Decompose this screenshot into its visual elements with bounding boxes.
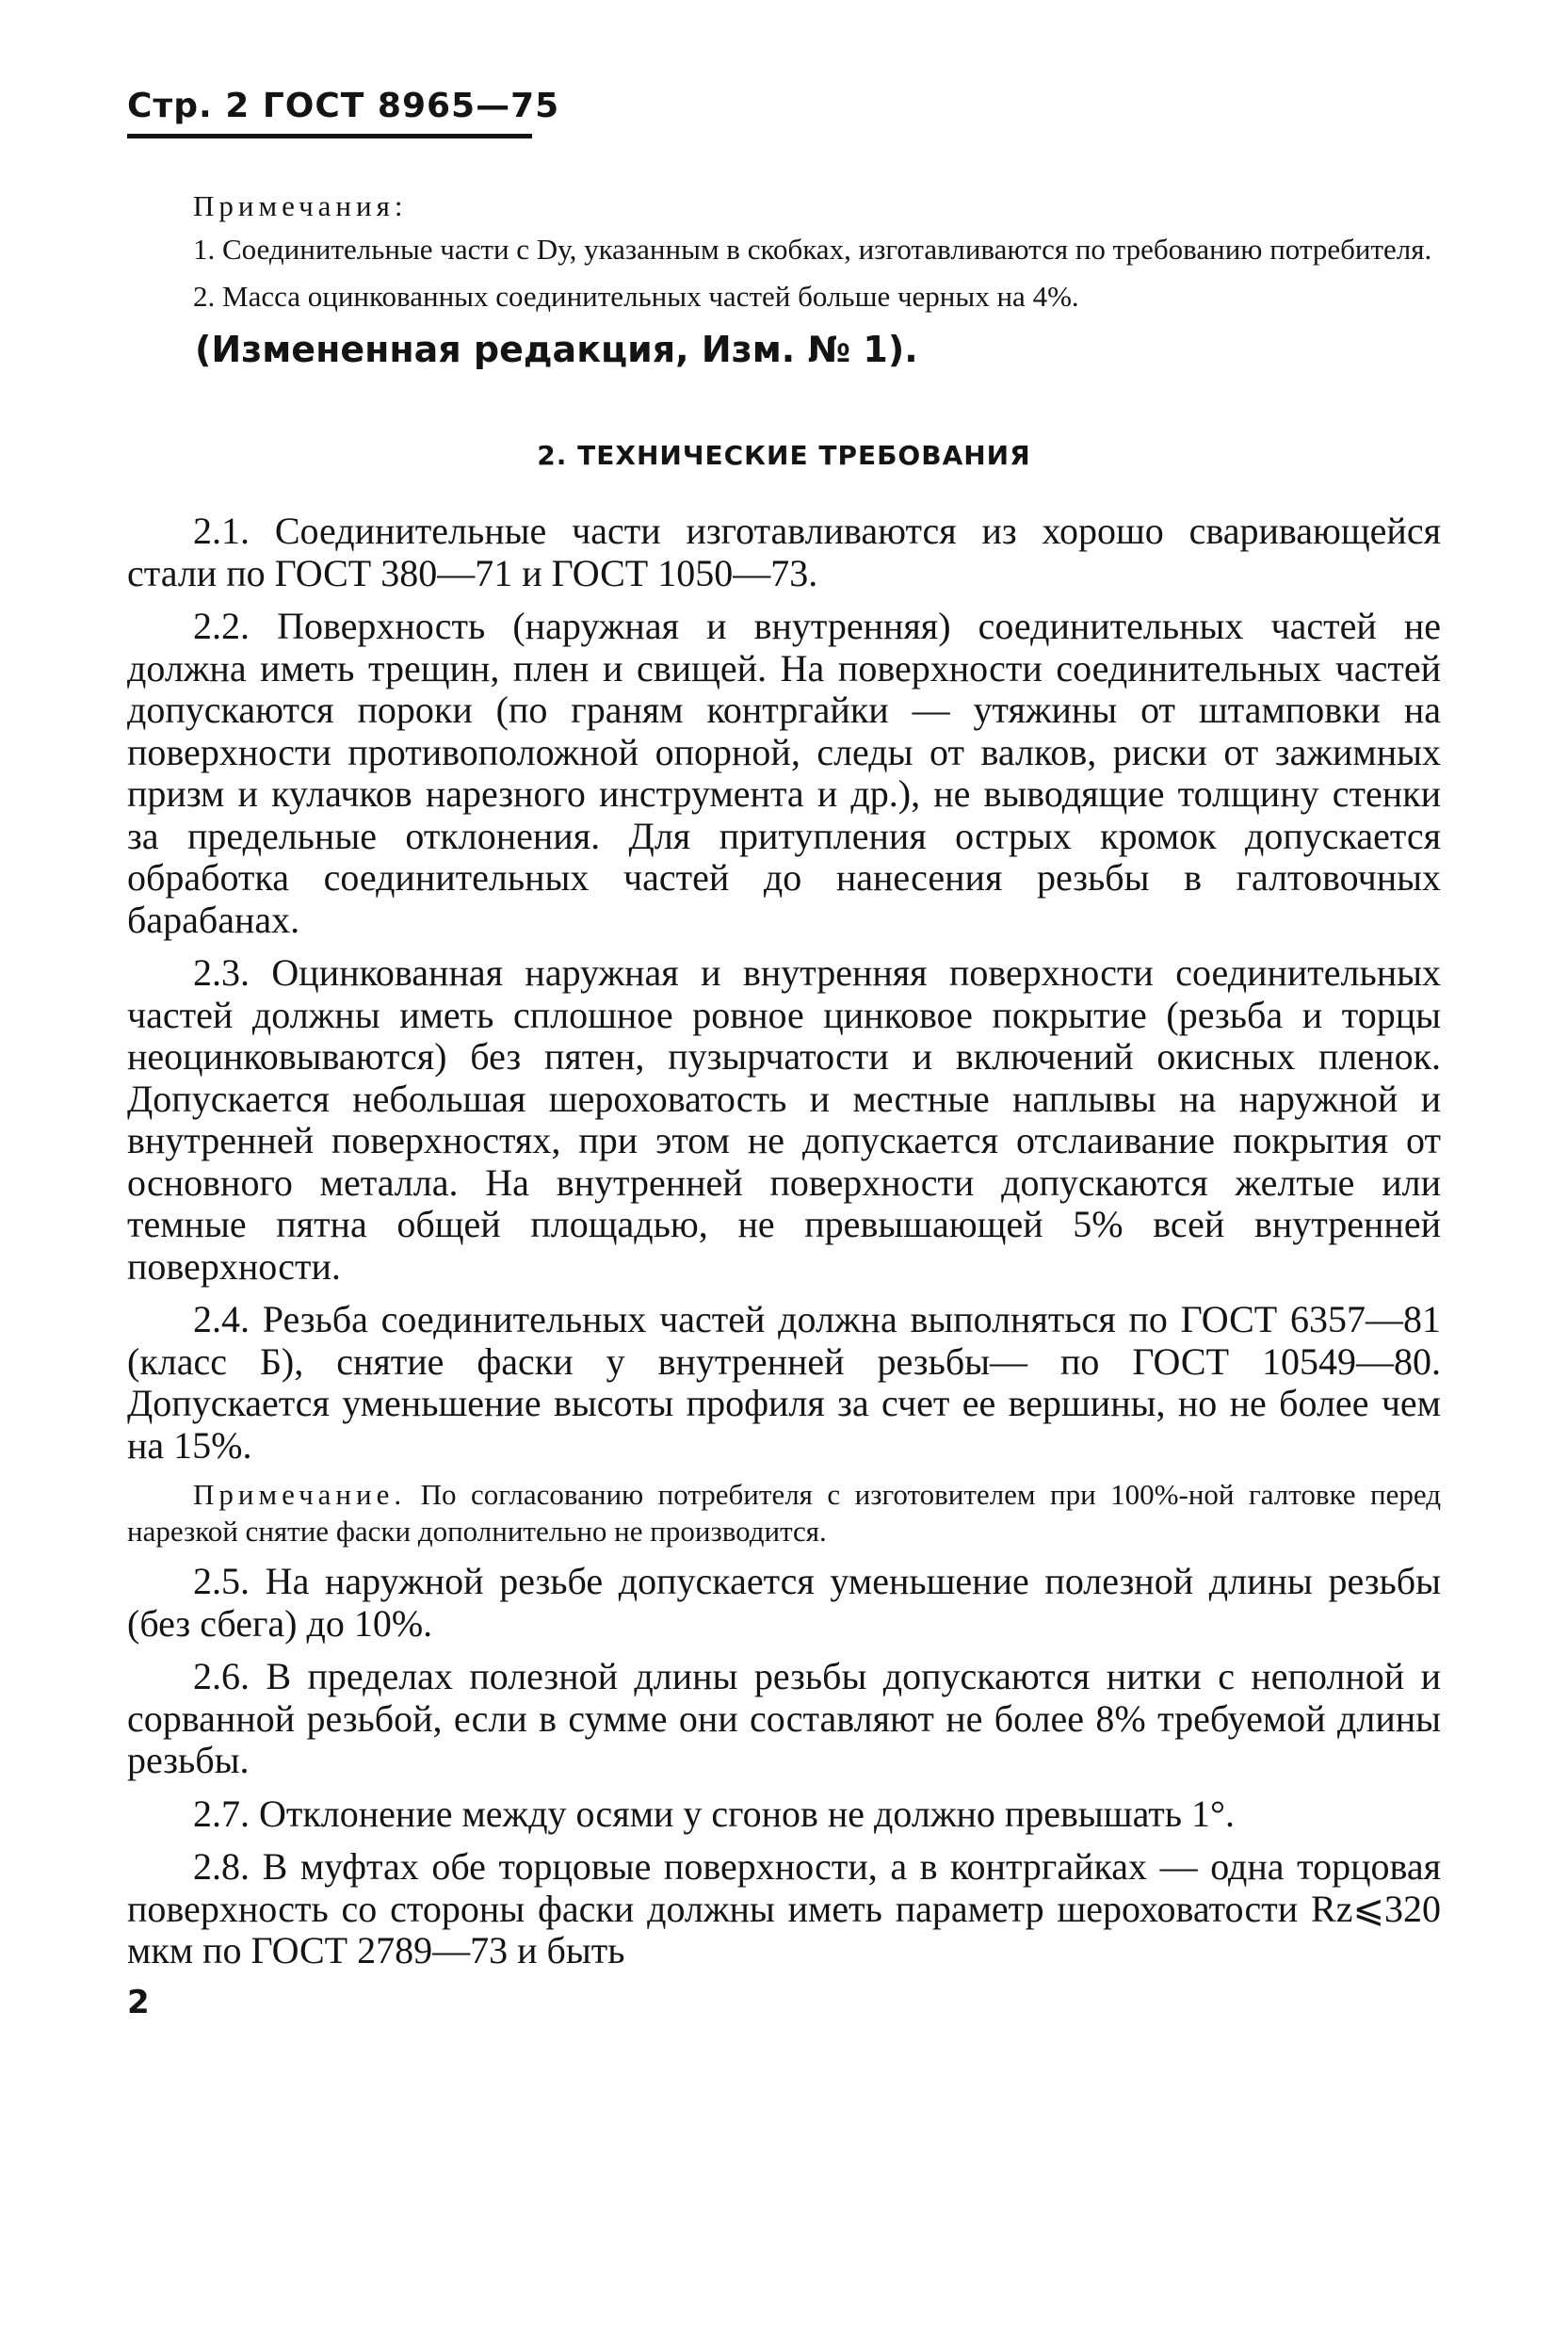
notes-block (127, 187, 1441, 316)
paragraph-2-3: 2.3. Оцинкованная наружная и внутренняя поверхности соединительных частей должны иметь сплошное ровное цинковое покрытие (резьба и торцы неоцинковываются) без пятен, пузырчатости и включений окисных пленок. Допускается небольшая шероховатость и местные наплывы на наружной и внутренней поверхностях, при этом не допускается отслаивание покрытия от основного металла. На внутренней поверхности допускаются желтые или темные пятна общей площадью, не превышающей 5% всей внутренней поверхности. (127, 951, 1441, 1288)
amendment-note: (Измененная редакция, Изм. № 1). (195, 329, 918, 370)
section-note-text: По согласованию потребителя с изготовителем при 100%-ной галтовке перед нарезкой снятие фаски дополнительно не производится. (127, 1478, 1441, 1548)
paragraph-2-7: 2.7. Отклонение между осями у сгонов не должно превышать 1°. (193, 1792, 1236, 1835)
section-title: 2. ТЕХНИЧЕСКИЕ ТРЕБОВАНИЯ (537, 440, 1031, 471)
page-number: 2 (127, 1983, 150, 2021)
notes-heading: Примечания: (193, 189, 408, 222)
note-item-2: 2. Масса оцинкованных соединительных частей больше черных на 4%. (193, 280, 1079, 313)
paragraph-2-1: 2.1. Соединительные части изготавливаются из хорошо сваривающейся стали по ГОСТ 380—71 и ГОСТ 1050—73. (127, 510, 1441, 594)
running-head: Стр. 2 ГОСТ 8965—75 (127, 87, 560, 125)
paragraph-2-4: 2.4. Резьба соединительных частей должна выполняться по ГОСТ 6357—81 (класс Б), снятие фаски у внутренней резьбы— по ГОСТ 10549—80. Допускается уменьшение высоты профиля за счет ее вершины, но не более чем на 15%. (127, 1298, 1441, 1467)
paragraph-2-2: 2.2. Поверхность (наружная и внутренняя) соединительных частей не должна иметь трещин, плен и свищей. На поверхности соединительных частей допускаются пороки (по граням контргайки — утяжины от штамповки на поверхности противоположной опорной, следы от валков, риски от зажимных призм и кулачков нарезного инструмента и др.), не выводящие толщину стенки за предельные отклонения. Для притупления острых кромок допускается обработка соединительных частей до нанесения резьбы в галтовочных барабанах. (127, 605, 1441, 941)
section-note-label: Примечание. (193, 1478, 407, 1511)
header-rule (127, 134, 532, 138)
paragraph-2-8: 2.8. В муфтах обе торцовые поверхности, а в контргайках — одна торцовая поверхность со стороны фаски должны иметь параметр шероховатости Rz⩽320 мкм по ГОСТ 2789—73 и быть (127, 1845, 1441, 1971)
paragraph-2-6: 2.6. В пределах полезной длины резьбы допускаются нитки с неполной и сорванной резьбой, если в сумме они составляют не более 8% требуемой длины резьбы. (127, 1655, 1441, 1781)
paragraph-2-5: 2.5. На наружной резьбе допускается уменьшение полезной длины резьбы (без сбега) до 10%. (127, 1560, 1441, 1645)
note-item-1: 1. Соединительные части с Dу, указанным в скобках, изготавливаются по требованию потребителя. (193, 233, 1432, 266)
document-page (127, 85, 1441, 2021)
section-note (127, 1476, 1441, 1549)
